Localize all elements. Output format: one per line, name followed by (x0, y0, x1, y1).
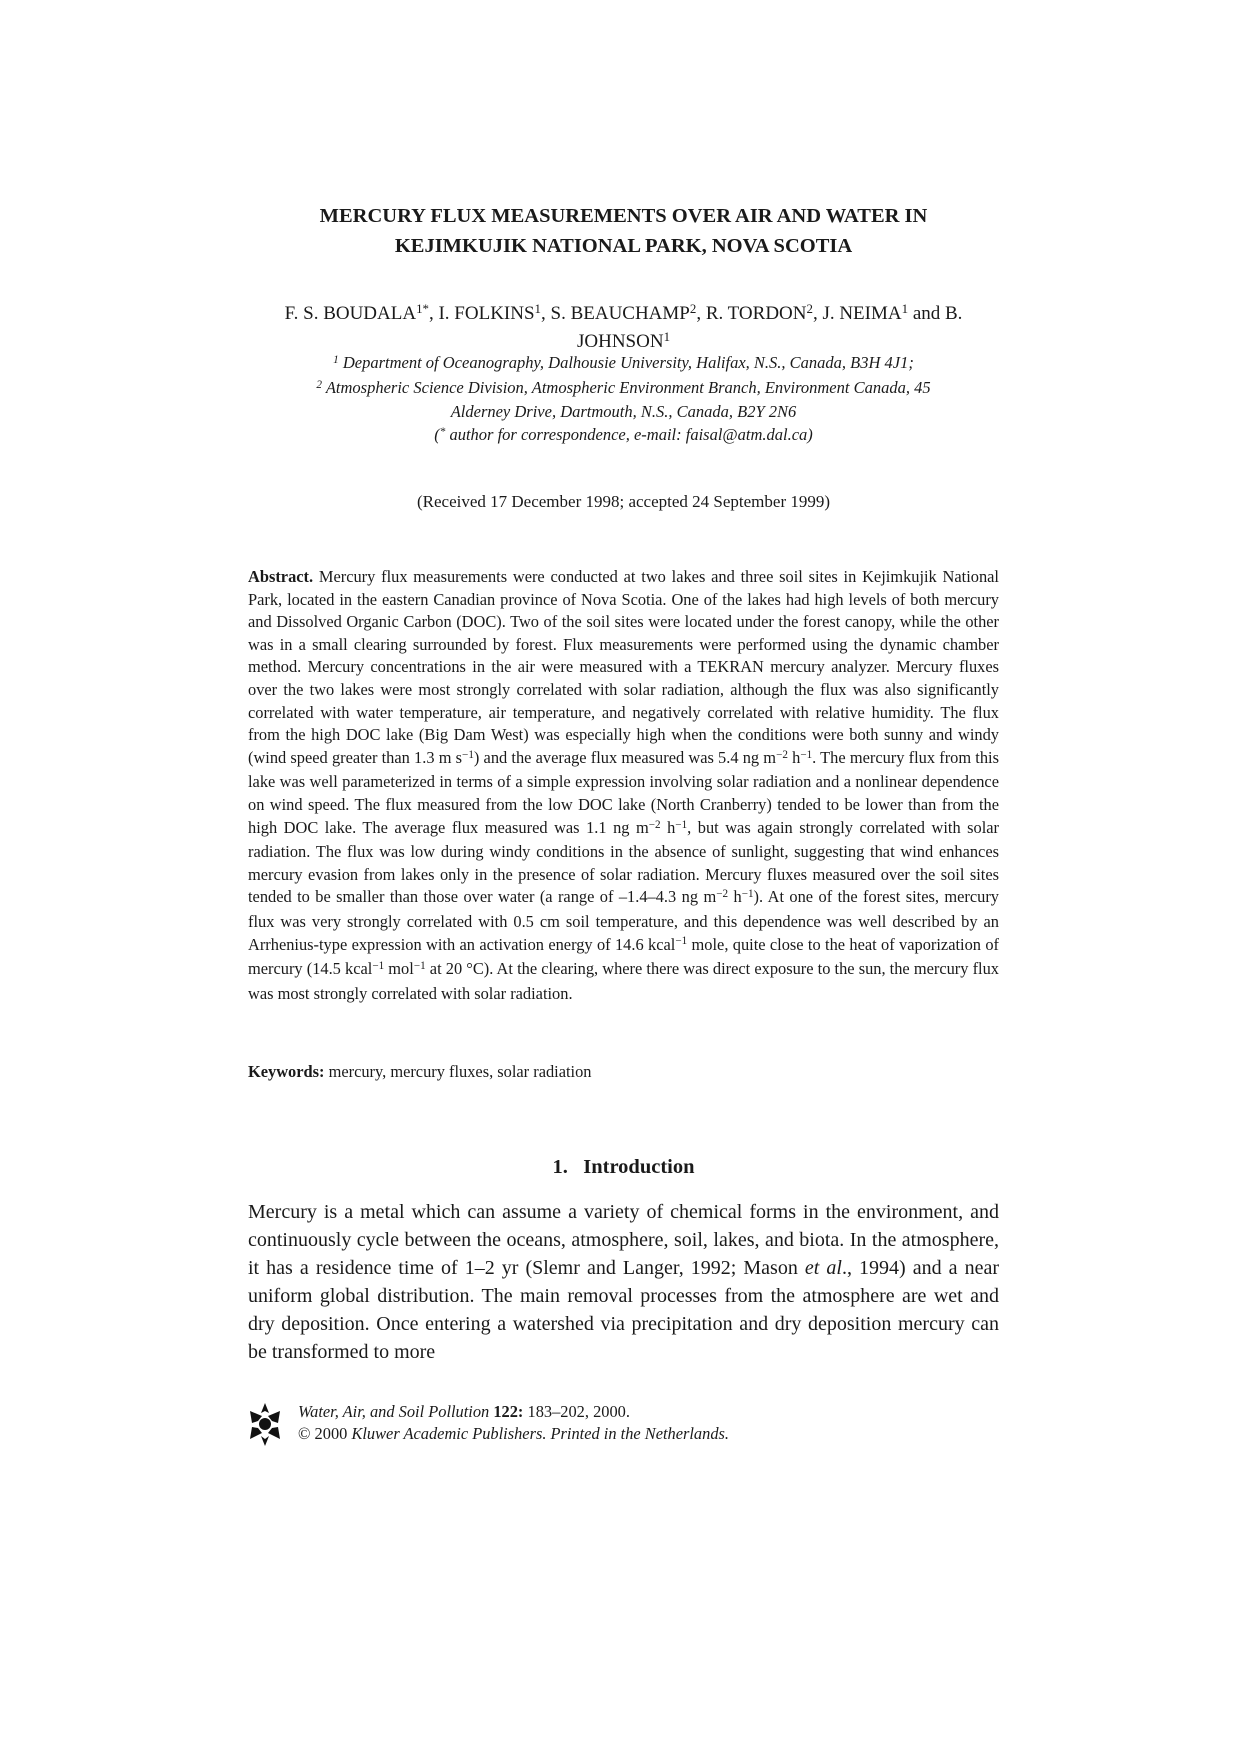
author-name: , J. NEIMA (812, 303, 902, 324)
introduction-body (248, 1198, 999, 1366)
abstract-text: ). At one of the forest sites, mercury flux was very strongly correlated with 0.5 cm soil temperature, and this dependence was well described by an Arrhenius-type expression with an activation energy of 14.6 kcal (248, 887, 1000, 954)
section-number: 1. (552, 1156, 568, 1178)
exponent: −1 (372, 960, 385, 973)
abstract (248, 566, 999, 1005)
abstract-text: , but was again strongly correlated with solar radiation. The flux was low during windy conditions in the absence of sunlight, suggesting that wind enhances mercury evasion from lakes only in the presence of solar radiation. Mercury fluxes measured over the soil sites tended to be smaller than those over water (a range of –1.4–4.3 ng m (248, 817, 1000, 907)
exponent: −1 (675, 818, 688, 831)
abstract-text: at 20 °C). At the clearing, where there was direct exposure to the sun, the mercury flux was most strongly correlated with solar radiation. (248, 959, 999, 1003)
author-superscript: 1 (663, 329, 671, 345)
affiliation-text: Atmospheric Science Division, Atmospheric Environment Branch, Environment Canada, 45 (322, 377, 931, 397)
affiliation-marker: * (439, 425, 446, 438)
affiliation-2 (248, 377, 999, 402)
exponent: −1 (800, 748, 813, 761)
author-superscript: 1 (534, 301, 541, 317)
body-text: Mercury is a metal which can assume a variety of chemical forms in the environment, and continuously cycle between the oceans, atmosphere, soil, lakes, and biota. In the atmosphere, it has a residence time of 1–2 yr (Slemr and Langer, 1992; Mason (248, 1201, 999, 1279)
exponent: −1 (413, 960, 426, 973)
footer-text (298, 1401, 729, 1445)
keywords-text: mercury, mercury fluxes, solar radiation (324, 1062, 592, 1081)
abstract-text: . The mercury flux from this lake was well parameterized in terms of a simple expression involving solar radiation and a nonlinear dependence on wind speed. The flux measured from the low DOC lake (North Cranberry) tended to be lower than from the high DOC lake. The average flux measured was 1.1 ng m (248, 747, 999, 837)
affiliation-marker: 2 (316, 378, 323, 391)
author-name: , R. TORDON (696, 303, 807, 324)
body-text: ., 1994) and a near uniform global distribution. The main removal processes from the atmosphere are wet and dry deposition. Once entering a watershed via precipitation and dry deposition mercury can be transformed to more (248, 1257, 999, 1363)
title-line-2: KEJIMKUJIK NATIONAL PARK, NOVA SCOTIA (394, 235, 853, 257)
affiliation-1 (248, 352, 999, 377)
kluwer-publisher-logo-icon (248, 1401, 282, 1447)
section-title: Introduction (583, 1156, 695, 1178)
author-superscript: 1* (416, 301, 429, 317)
abstract-text: ) and the average flux measured was 5.4 ng m (473, 747, 777, 767)
author-list (248, 300, 999, 356)
received-dates: (Received 17 December 1998; accepted 24 September 1999) (416, 492, 831, 511)
exponent: −1 (462, 748, 474, 761)
abstract-text: h (660, 817, 676, 837)
body-text-italic: et al (804, 1257, 842, 1279)
journal-volume: 122: (489, 1402, 524, 1421)
keywords (248, 1061, 999, 1083)
exponent: −2 (648, 818, 661, 831)
correspondence (248, 424, 999, 449)
author-name: , S. BEAUCHAMP (541, 303, 690, 324)
abstract-text: h (728, 887, 742, 907)
publisher-name: Kluwer Academic Publishers. Printed in the Netherlands. (351, 1424, 729, 1443)
author-superscript: 1 (901, 301, 909, 317)
affiliation-marker: 1 (333, 353, 339, 366)
keywords-label: Keywords: (248, 1062, 325, 1081)
author-superscript: 2 (689, 301, 697, 317)
citation-line (298, 1401, 729, 1423)
title-line-1: MERCURY FLUX MEASUREMENTS OVER AIR AND WATER IN (319, 205, 928, 227)
author-name: , I. FOLKINS (428, 303, 535, 324)
abstract-label: Abstract. (248, 567, 314, 586)
exponent: −1 (675, 935, 688, 948)
author-line-1 (248, 300, 999, 328)
abstract-text: h (787, 747, 801, 767)
copyright-symbol: © 2000 (298, 1424, 352, 1443)
author-name: F. S. BOUDALA (284, 303, 417, 324)
correspondence-text: ( (434, 424, 440, 444)
correspondence-text: author for correspondence, e-mail: faisal@atm.dal.ca) (445, 424, 813, 444)
exponent: −1 (741, 888, 754, 901)
copyright-line (298, 1423, 729, 1445)
affiliation-2-cont: Alderney Drive, Dartmouth, N.S., Canada, B2Y 2N6 (450, 402, 797, 422)
author-name: JOHNSON (576, 331, 664, 352)
journal-footer (248, 1401, 999, 1451)
abstract-text: mol (384, 959, 414, 979)
author-name: and B. (908, 303, 963, 324)
affiliation-text: Department of Oceanography, Dalhousie University, Halifax, N.S., Canada, B3H 4J1; (338, 353, 914, 372)
journal-name: Water, Air, and Soil Pollution (298, 1402, 490, 1421)
author-superscript: 2 (806, 301, 813, 317)
exponent: −2 (776, 748, 788, 761)
exponent: −2 (716, 888, 729, 901)
paper-title (248, 201, 999, 261)
affiliations (248, 352, 999, 448)
journal-pages: 183–202, 2000. (523, 1402, 630, 1421)
abstract-text: Mercury flux measurements were conducted at two lakes and three soil sites in Kejimkujik National Park, located in the eastern Canadian province of Nova Scotia. One of the lakes had high levels of both mercury and Dissolved Organic Carbon (DOC). Two of the soil sites were located under the forest canopy, while the other was in a small clearing surrounded by forest. Flux measurements were performed using the dynamic chamber method. Mercury concentrations in the air were measured with a TEKRAN mercury analyzer. Mercury fluxes over the two lakes were most strongly correlated with solar radiation, although the flux was also significantly correlated with water temperature, air temperature, and negatively correlated with relative humidity. The flux from the high DOC lake (Big Dam West) was especially high when the conditions were both sunny and windy (wind speed greater than 1.3 m s (248, 567, 999, 767)
abstract-text: mole, quite close to the heat of vaporization of mercury (14.5 kcal (248, 934, 999, 979)
section-heading (248, 1153, 999, 1181)
